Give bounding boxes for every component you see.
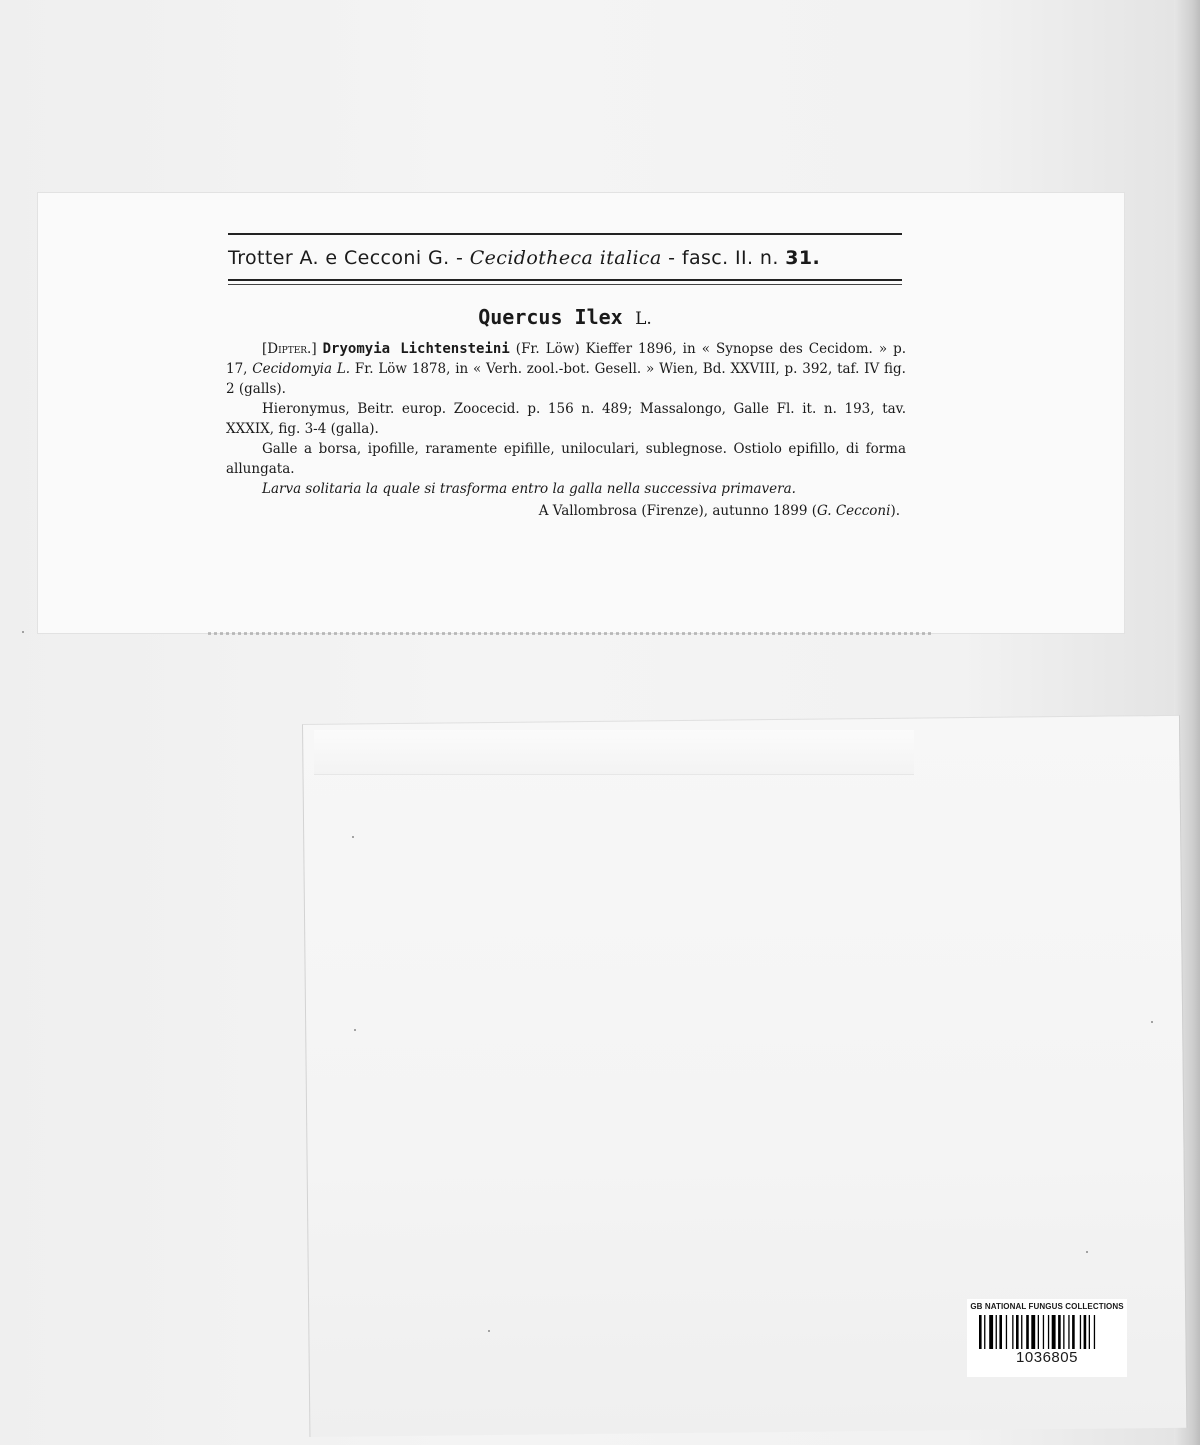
citation-synonym: Cecidomyia L. <box>252 361 351 377</box>
header-bottom-rule <box>228 279 902 281</box>
paragraph-description: Galle a borsa, ipofille, raramente epifille, uniloculari, sublegnose. Ostiolo epifillo, di forma allungata. <box>226 441 906 477</box>
host-author: L. <box>635 309 652 329</box>
locality-line <box>226 501 906 521</box>
order-tag: [Dipter.] <box>262 341 317 357</box>
header-series-title: Cecidotheca italica <box>469 247 662 269</box>
gall-maker-name: Dryomyia Lichtensteini <box>322 341 510 357</box>
barcode-label <box>967 1299 1127 1377</box>
header-number: 31. <box>785 247 821 269</box>
label-bottom-edge <box>208 632 932 635</box>
citation-part-a: (Fr. Löw) Kieffer 1896, in « Synopse des Cecidom. » p. 17, <box>226 341 907 377</box>
speck <box>352 836 354 838</box>
packet-flap <box>314 730 914 775</box>
speck <box>1086 1251 1088 1253</box>
header-authors: Trotter A. e Cecconi G. - <box>228 247 464 269</box>
host-name-line <box>228 305 902 329</box>
speck <box>488 1330 490 1332</box>
label-header <box>228 235 902 279</box>
paragraph-references: Hieronymus, Beitr. europ. Zoocecid. p. 156 n. 489; Massalongo, Galle Fl. it. n. 193, tav. XXXIX, fig. 3-4 (galla). <box>226 401 906 437</box>
collector-name: G. Cecconi <box>816 503 891 519</box>
paragraph-citation <box>226 339 906 399</box>
header-fascicle: - fasc. II. n. <box>668 247 779 269</box>
host-name: Quercus Ilex <box>478 305 623 329</box>
speck <box>22 631 24 633</box>
barcode-number: 1036805 <box>1016 1349 1078 1366</box>
speck <box>1151 1021 1153 1023</box>
printed-label <box>38 193 1124 633</box>
speck <box>354 1029 356 1031</box>
header-bottom-rule-thin <box>228 284 902 285</box>
citation-part-b: Fr. Löw 1878, in « Verh. zool.-bot. Gesell. » Wien, Bd. XXVIII, p. 392, taf. IV fig. 2 (galls). <box>226 361 906 397</box>
label-content <box>226 233 907 521</box>
barcode-institution: GB NATIONAL FUNGUS COLLECTIONS <box>970 1302 1124 1311</box>
paragraph-larva <box>226 479 906 499</box>
label-body <box>226 339 906 521</box>
larva-note: Larva solitaria la quale si trasforma entro la galla nella successiva primavera. <box>262 481 796 497</box>
locality-close: ). <box>890 503 900 519</box>
barcode-icon <box>977 1315 1117 1349</box>
locality-text: A Vallombrosa (Firenze), autunno 1899 ( <box>538 503 817 519</box>
